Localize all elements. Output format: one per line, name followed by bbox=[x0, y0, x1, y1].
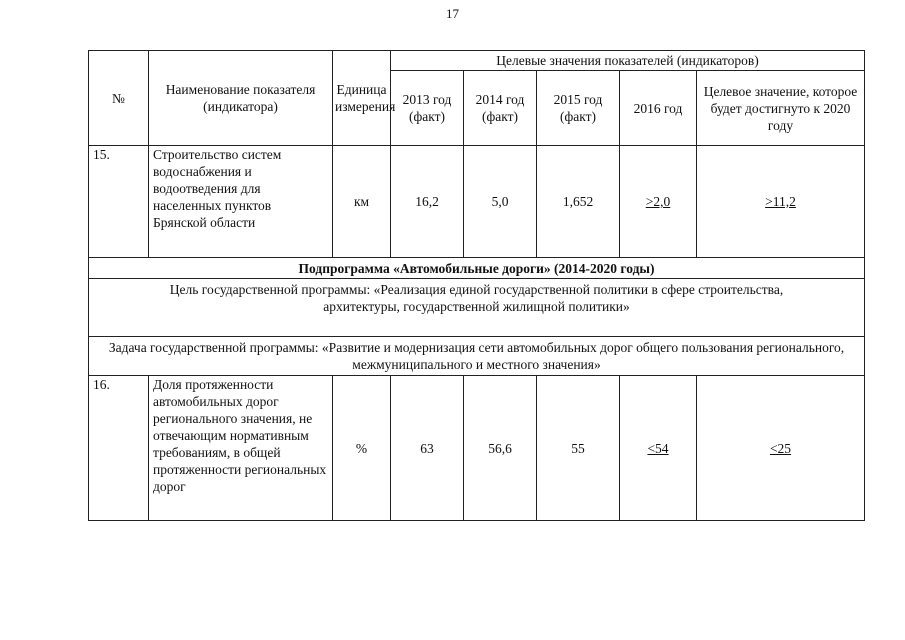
header-2020: Целевое значение, которое будет достигнуто к 2020 году bbox=[697, 71, 865, 146]
goal-row bbox=[89, 279, 865, 337]
row-16-unit: % bbox=[333, 376, 391, 521]
row-16-num: 16. bbox=[89, 376, 149, 521]
row-16-name: Доля протяженности автомобильных дорог регионального значения, не отвечающим нормативным требованиям, в общей протяженности региональных дорог bbox=[149, 376, 333, 521]
header-unit: Единица измерения bbox=[333, 51, 391, 146]
subprogram-title: Подпрограмма «Автомобильные дороги» (2014-2020 годы) bbox=[89, 258, 865, 279]
subprogram-row bbox=[89, 258, 865, 279]
task-text: Задача государственной программы: «Развитие и модернизация сети автомобильных дорог общего пользования регионального, межмуниципального и местного значения» bbox=[89, 337, 865, 376]
task-row bbox=[89, 337, 865, 376]
row-15-2014: 5,0 bbox=[464, 146, 537, 258]
header-name: Наименование показателя (индикатора) bbox=[149, 51, 333, 146]
header-2016: 2016 год bbox=[620, 71, 697, 146]
row-16-2013: 63 bbox=[391, 376, 464, 521]
table-header-row-1 bbox=[89, 51, 865, 71]
header-num: № bbox=[89, 51, 149, 146]
row-15-2015: 1,652 bbox=[537, 146, 620, 258]
row-16-2020: <25 bbox=[697, 376, 865, 521]
page-number: 17 bbox=[446, 6, 459, 21]
header-2014: 2014 год (факт) bbox=[464, 71, 537, 146]
row-16-2014: 56,6 bbox=[464, 376, 537, 521]
goal-text: Цель государственной программы: «Реализация единой государственной политики в сфере строительства, архитектуры, государственной жилищной политики» bbox=[89, 279, 865, 337]
row-15-name: Строительство систем водоснабжения и водоотведения для населенных пунктов Брянской области bbox=[149, 146, 333, 258]
row-15-2013: 16,2 bbox=[391, 146, 464, 258]
row-16-2015: 55 bbox=[537, 376, 620, 521]
header-2013: 2013 год (факт) bbox=[391, 71, 464, 146]
header-target-group: Целевые значения показателей (индикаторов) bbox=[391, 51, 865, 71]
indicators-table bbox=[88, 50, 865, 521]
row-15-unit: км bbox=[333, 146, 391, 258]
table-row bbox=[89, 376, 865, 521]
row-16-2016: <54 bbox=[620, 376, 697, 521]
header-2015: 2015 год (факт) bbox=[537, 71, 620, 146]
table-row bbox=[89, 146, 865, 258]
row-15-2020: >11,2 bbox=[697, 146, 865, 258]
row-15-num: 15. bbox=[89, 146, 149, 258]
row-15-2016: >2,0 bbox=[620, 146, 697, 258]
